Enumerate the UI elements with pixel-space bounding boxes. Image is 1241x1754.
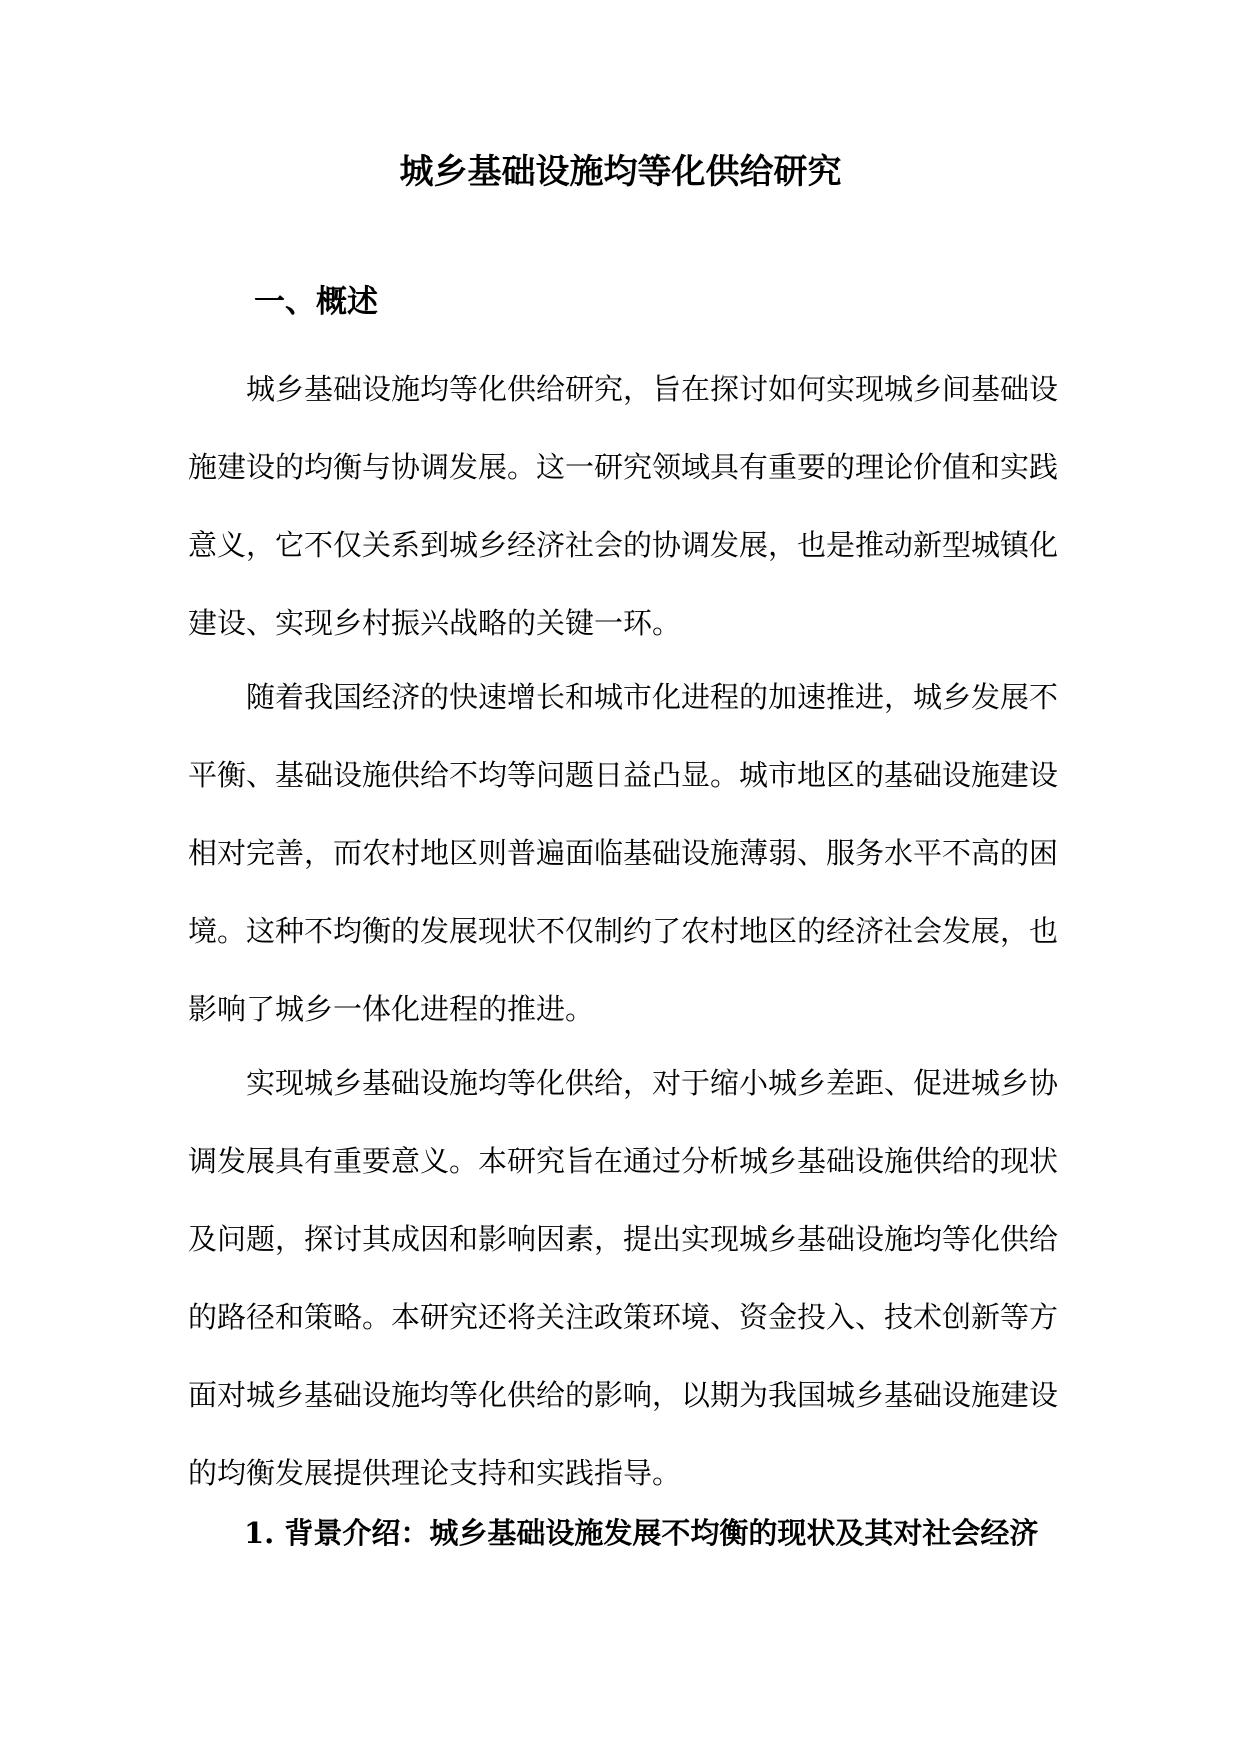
paragraph: 实现城乡基础设施均等化供给，对于缩小城乡差距、促进城乡协调发展具有重要意义。本研究旨在通过分析城乡基础设施供给的现状及问题，探讨其成因和影响因素，提出实现城乡基础设施均等化供给的路径和策略。本研究还将关注政策环境、资金投入、技术创新等方面对城乡基础设施均等化供给的影响，以期为我国城乡基础设施建设的均衡发展提供理论支持和实践指导。 xyxy=(188,1066,1059,1490)
document-title: 城乡基础设施均等化供给研究 xyxy=(399,152,842,192)
section-heading: 一、概述 xyxy=(254,284,378,320)
paragraph: 城乡基础设施均等化供给研究，旨在探讨如何实现城乡间基础设施建设的均衡与协调发展。这一研究领域具有重要的理论价值和实践意义，它不仅关系到城乡经济社会的协调发展，也是推动新型城镇化建设、实现乡村振兴战略的关键一环。 xyxy=(188,372,1059,640)
paragraph: 随着我国经济的快速增长和城市化进程的加速推进，城乡发展不平衡、基础设施供给不均等问题日益凸显。城市地区的基础设施建设相对完善，而农村地区则普遍面临基础设施薄弱、服务水平不高的困境。这种不均衡的发展现状不仅制约了农村地区的经济社会发展，也影响了城乡一体化进程的推进。 xyxy=(188,680,1059,1026)
sub-heading: 1. 背景介绍：城乡基础设施发展不均衡的现状及其对社会经济 xyxy=(244,1516,1039,1550)
